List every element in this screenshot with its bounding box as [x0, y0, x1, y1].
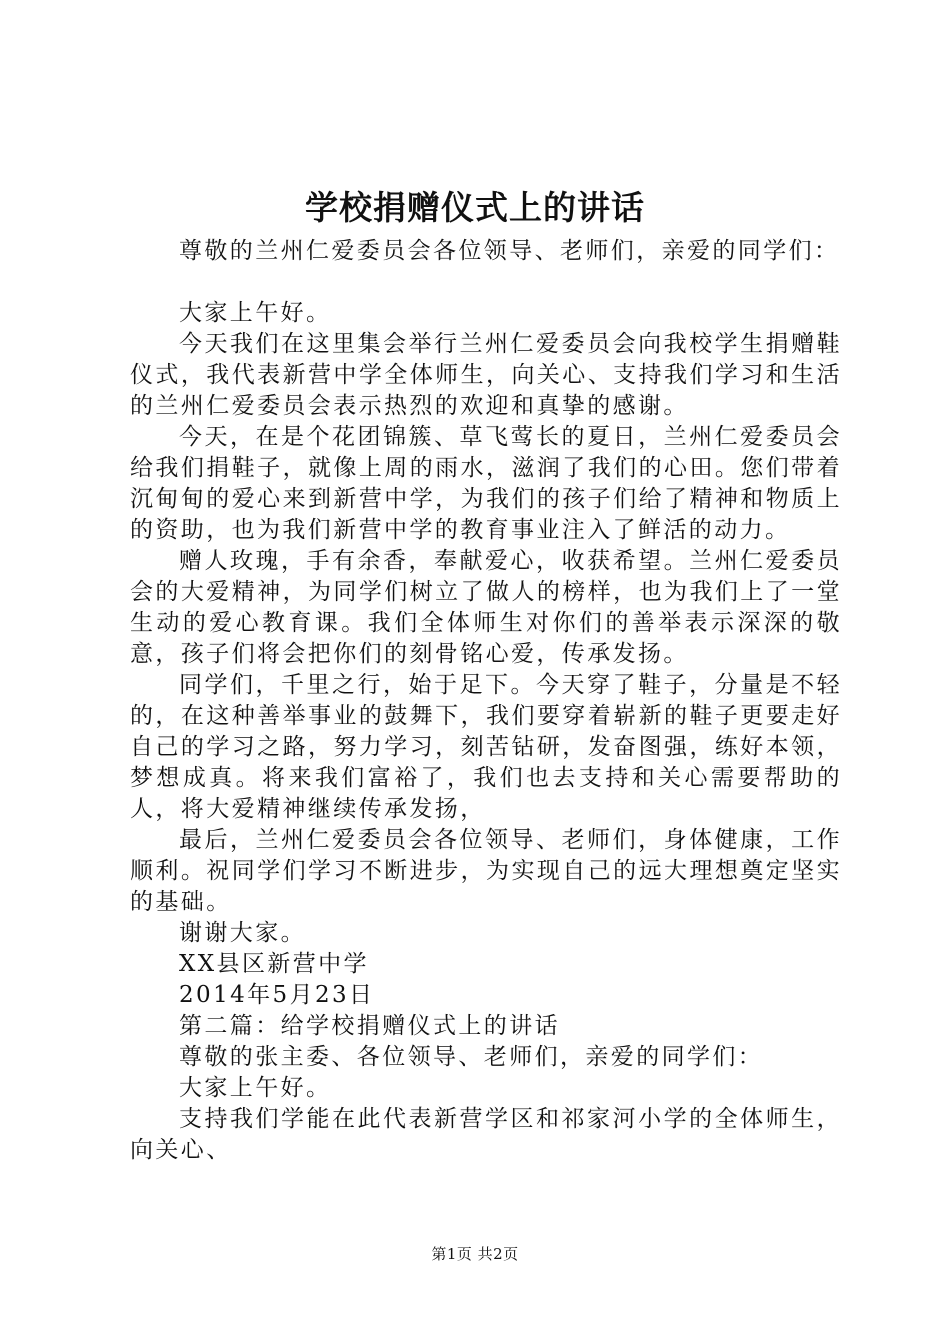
- page-number-footer: 第1页 共2页: [431, 1245, 519, 1263]
- body-paragraph: 赠人玫瑰，手有余香，奉献爱心，收获希望。兰州仁爱委员会的大爱精神，为同学们树立了做人的榜样，也为我们上了一堂生动的爱心教育课。我们全体师生对你们的善举表示深深的敬意，孩子们将会把你们的刻骨铭心爱，传承发扬。: [130, 548, 842, 667]
- body-paragraph: 今天，在是个花团锦簇、草飞莺长的夏日，兰州仁爱委员会给我们捐鞋子，就像上周的雨水，滋润了我们的心田。您们带着沉甸甸的爱心来到新营中学，为我们的孩子们给了精神和物质上的资助，也为我们新营中学的教育事业注入了鲜活的动力。: [130, 424, 842, 543]
- thanks-line: 谢谢大家。: [179, 920, 306, 946]
- signature-date: 2014年5月23日: [179, 982, 375, 1008]
- greeting-paragraph: 大家上午好。: [179, 1075, 332, 1101]
- body-paragraph: 同学们，千里之行，始于足下。今天穿了鞋子，分量是不轻的，在这种善举事业的鼓舞下，我们要穿着崭新的鞋子更要走好自己的学习之路，努力学习，刻苦钻研，发奋图强，练好本领，梦想成真。将来我们富裕了，我们也去支持和关心需要帮助的人，将大爱精神继续传承发扬，: [130, 672, 842, 822]
- closing-paragraph: 最后，兰州仁爱委员会各位领导、老师们，身体健康，工作顺利。祝同学们学习不断进步，为实现自己的远大理想奠定坚实的基础。: [130, 827, 842, 915]
- section-heading: 第二篇：给学校捐赠仪式上的讲话: [179, 1013, 560, 1039]
- salutation-paragraph: 尊敬的兰州仁爱委员会各位领导、老师们，亲爱的同学们：: [179, 238, 840, 264]
- signature-school: XX县区新营中学: [179, 951, 369, 977]
- body-paragraph: 今天我们在这里集会举行兰州仁爱委员会向我校学生捐赠鞋仪式，我代表新营中学全体师生，向关心、支持我们学习和生活的兰州仁爱委员会表示热烈的欢迎和真挚的感谢。: [130, 331, 842, 419]
- greeting-paragraph: 大家上午好。: [179, 300, 332, 326]
- salutation-paragraph: 尊敬的张主委、各位领导、老师们，亲爱的同学们：: [179, 1044, 764, 1070]
- document-title: 学校捐赠仪式上的讲话: [305, 188, 645, 227]
- document-body: [130, 236, 842, 1166]
- body-paragraph: 支持我们学能在此代表新营学区和祁家河小学的全体师生，向关心、: [130, 1106, 842, 1163]
